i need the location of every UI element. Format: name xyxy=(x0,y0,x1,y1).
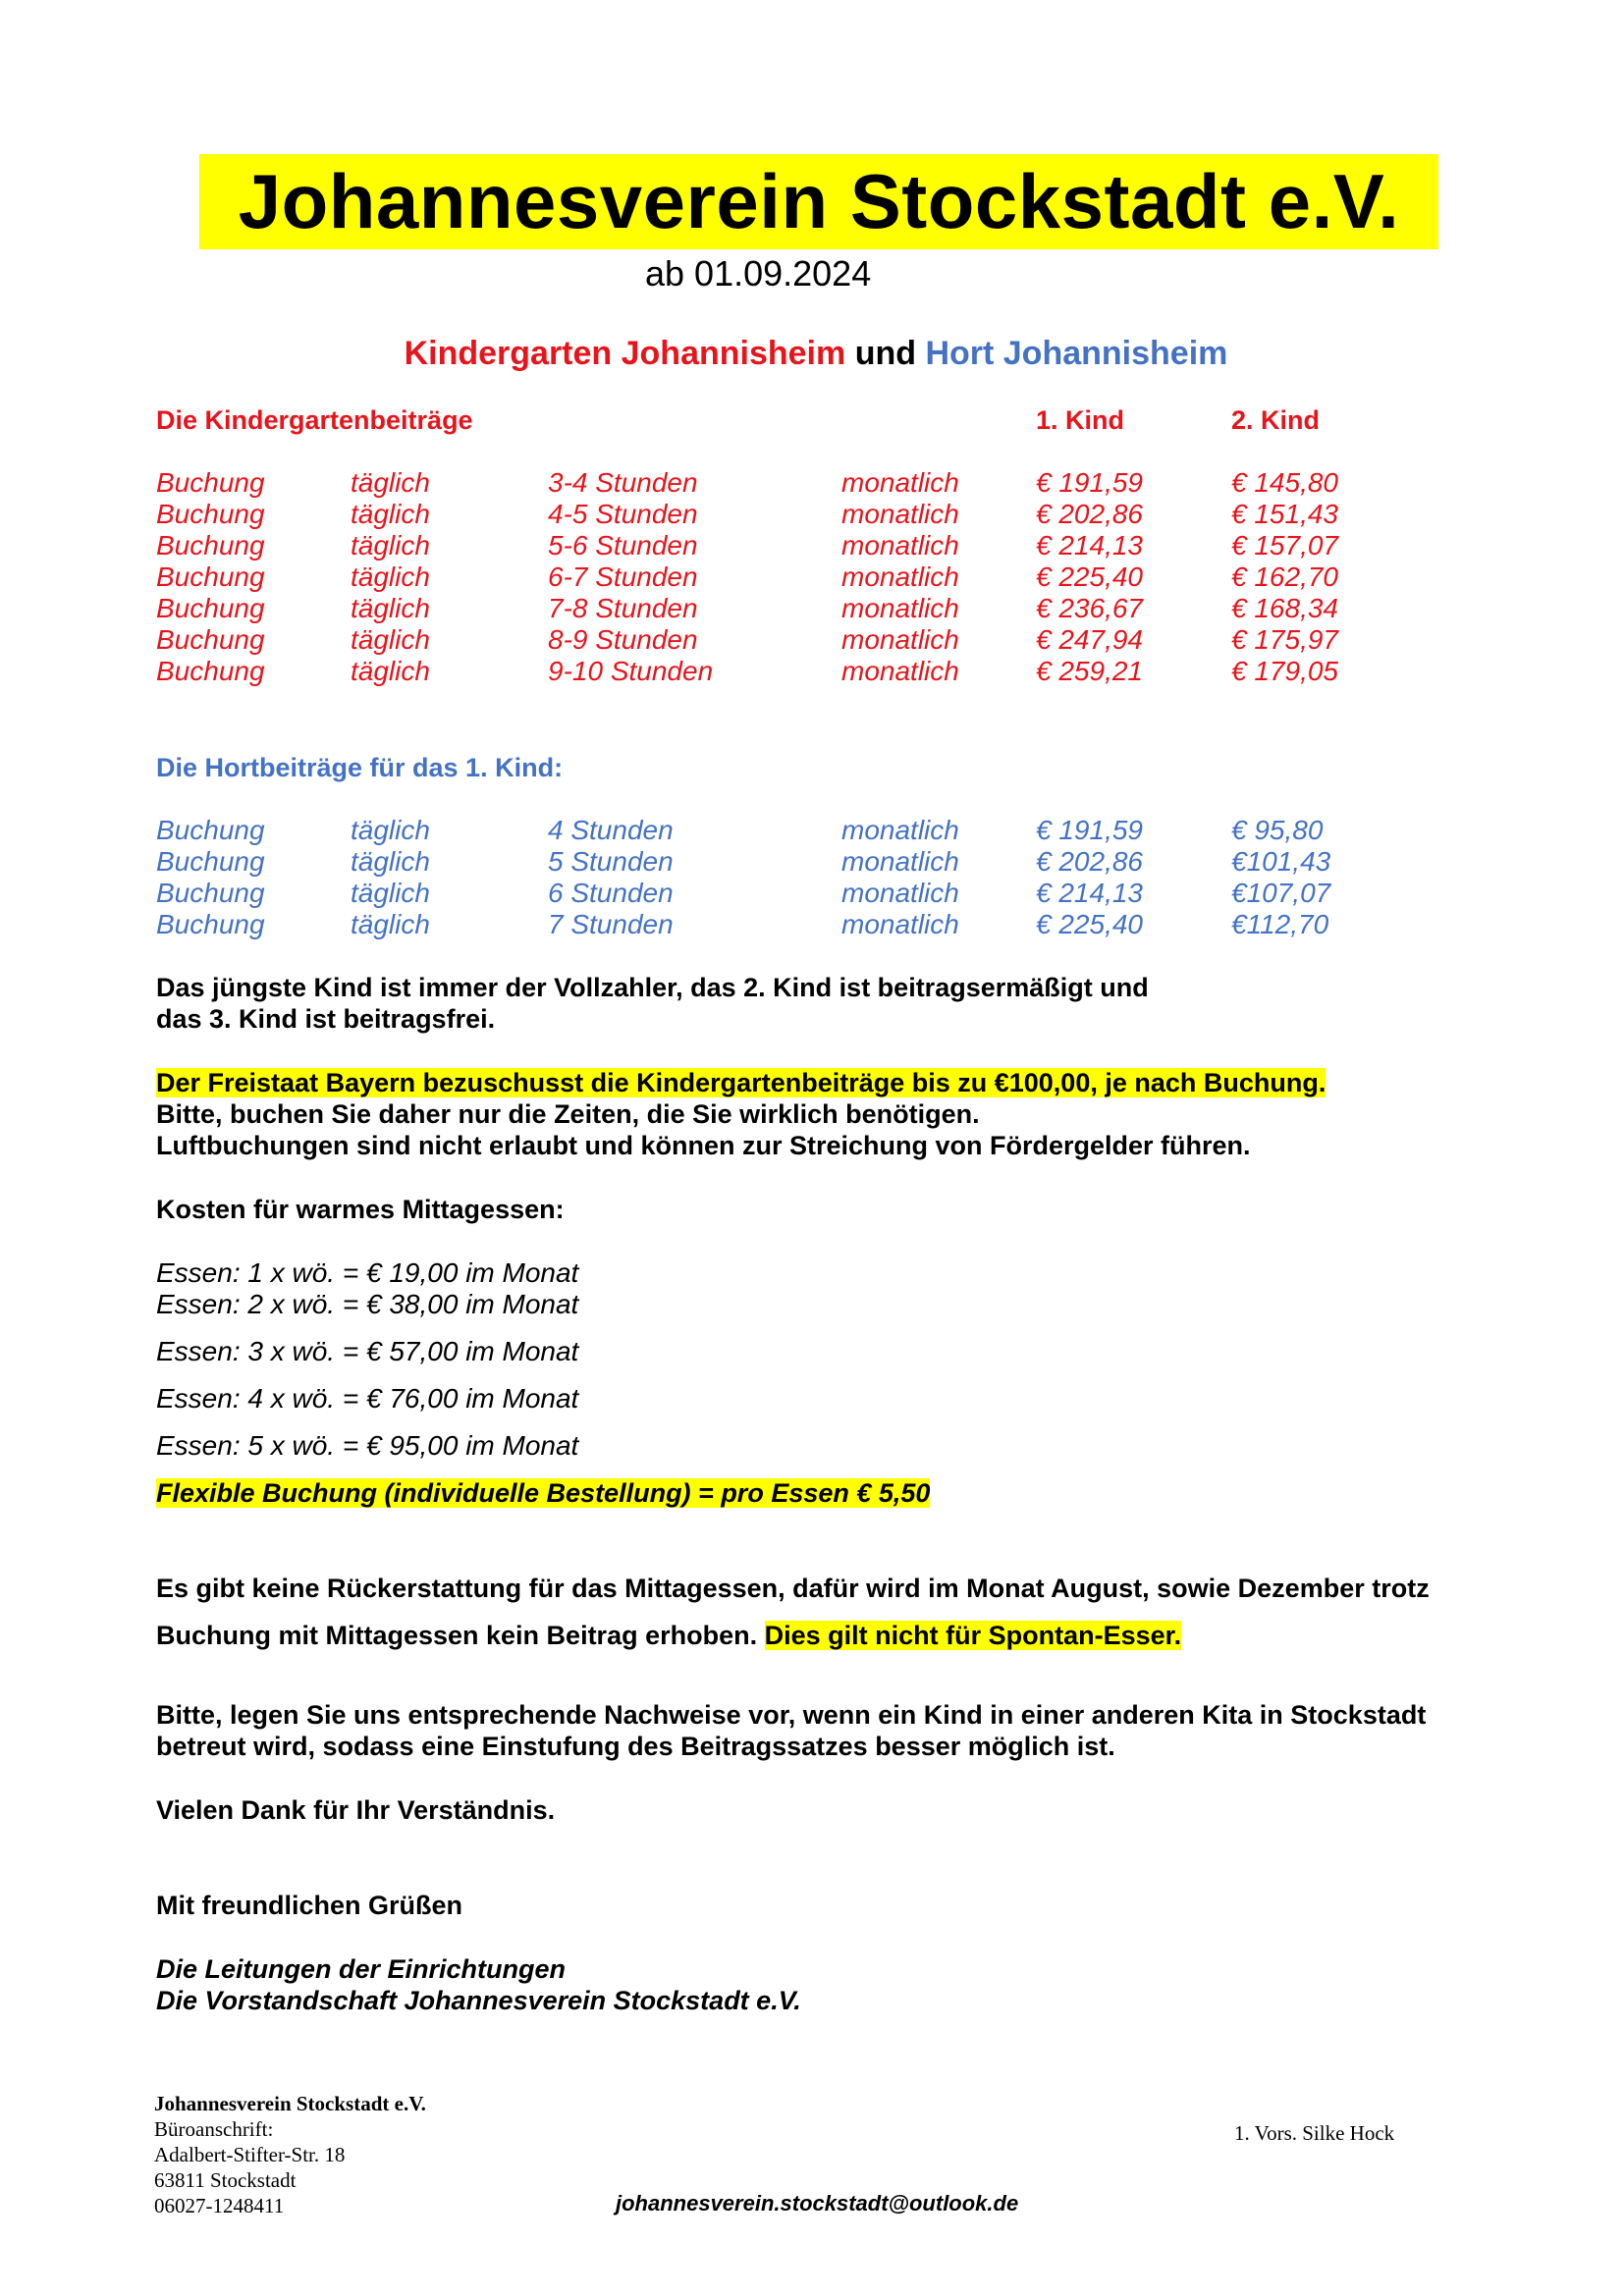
first-child-fee: € 202,86 xyxy=(1036,846,1143,877)
subsidy-highlight: Der Freistaat Bayern bezuschusst die Kindergartenbeiträge bis zu €100,00, je nach Buchung. xyxy=(156,1068,1326,1097)
first-child-fee: € 259,21 xyxy=(1036,656,1143,686)
meal-option: Essen: 3 x wö. = € 57,00 im Monat xyxy=(156,1336,579,1366)
hours-cell: 5 Stunden xyxy=(548,846,674,877)
refund-line1: Es gibt keine Rückerstattung für das Mittagessen, dafür wird im Monat August, sowie Dezember trotz xyxy=(156,1574,1430,1603)
second-child-fee: €101,43 xyxy=(1231,846,1331,877)
frequency-cell: täglich xyxy=(351,624,430,655)
subtitle-and: und xyxy=(854,335,916,372)
proof-line1: Bitte, legen Sie uns entsprechende Nachweise vor, wenn ein Kind in einer anderen Kita in Stockstadt xyxy=(156,1700,1427,1730)
second-child-fee: €107,07 xyxy=(1231,878,1331,908)
period-cell: monatlich xyxy=(841,593,959,623)
first-child-fee: € 214,13 xyxy=(1036,878,1143,908)
hours-cell: 4-5 Stunden xyxy=(548,499,698,529)
booking-cell: Buchung xyxy=(156,593,265,623)
kindergarten-row xyxy=(0,530,1624,561)
booking-cell: Buchung xyxy=(156,499,265,529)
signature-line1: Die Leitungen der Einrichtungen xyxy=(156,1954,567,1984)
period-cell: monatlich xyxy=(841,846,959,877)
subtitle-hort: Hort Johannisheim xyxy=(925,335,1228,372)
kindergarten-row xyxy=(0,656,1624,687)
frequency-cell: täglich xyxy=(351,561,430,592)
booking-cell: Buchung xyxy=(156,561,265,592)
booking-cell: Buchung xyxy=(156,656,265,686)
kindergarten-row xyxy=(0,593,1624,624)
page-title: Johannesverein Stockstadt e.V. xyxy=(199,154,1438,249)
proof-line2: betreut wird, sodass eine Einstufung des Beitragssatzes besser möglich ist. xyxy=(156,1732,1115,1761)
frequency-cell: täglich xyxy=(351,467,430,498)
flexible-meal xyxy=(156,1477,930,1509)
period-cell: monatlich xyxy=(841,499,959,529)
col-second-child: 2. Kind xyxy=(1231,405,1321,435)
booking-cell: Buchung xyxy=(156,467,265,498)
period-cell: monatlich xyxy=(841,909,959,939)
booking-cell: Buchung xyxy=(156,878,265,908)
booking-cell: Buchung xyxy=(156,815,265,845)
refund-highlight: Dies gilt nicht für Spontan-Esser. xyxy=(764,1621,1182,1650)
period-cell: monatlich xyxy=(841,656,959,686)
hours-cell: 7-8 Stunden xyxy=(548,593,698,623)
hours-cell: 5-6 Stunden xyxy=(548,530,698,561)
first-child-fee: € 247,94 xyxy=(1036,624,1143,655)
meal-option: Essen: 1 x wö. = € 19,00 im Monat xyxy=(156,1257,579,1288)
frequency-cell: täglich xyxy=(351,815,430,845)
booking-cell: Buchung xyxy=(156,846,265,877)
effective-date: ab 01.09.2024 xyxy=(645,253,872,294)
subtitle-kindergarten: Kindergarten Johannisheim xyxy=(404,335,846,372)
kindergarten-row xyxy=(0,624,1624,656)
frequency-cell: täglich xyxy=(351,499,430,529)
meal-option: Essen: 5 x wö. = € 95,00 im Monat xyxy=(156,1430,579,1461)
hours-cell: 6-7 Stunden xyxy=(548,561,698,592)
hort-row xyxy=(0,815,1624,846)
footer-chair: 1. Vors. Silke Hock xyxy=(1234,2121,1395,2145)
frequency-cell: täglich xyxy=(351,846,430,877)
hours-cell: 9-10 Stunden xyxy=(548,656,714,686)
hours-cell: 7 Stunden xyxy=(548,909,674,939)
footer-email-link[interactable]: johannesverein.stockstadt@outlook.de xyxy=(616,2191,1019,2216)
subsidy-note-line2: Bitte, buchen Sie daher nur die Zeiten, die Sie wirklich benötigen. xyxy=(156,1099,980,1129)
refund-line2 xyxy=(156,1620,1181,1651)
first-child-fee: € 236,67 xyxy=(1036,593,1143,623)
period-cell: monatlich xyxy=(841,815,959,845)
col-first-child: 1. Kind xyxy=(1036,405,1125,435)
booking-cell: Buchung xyxy=(156,909,265,939)
meal-option: Essen: 4 x wö. = € 76,00 im Monat xyxy=(156,1383,579,1414)
subsidy-note-line3: Luftbuchungen sind nicht erlaubt und können zur Streichung von Fördergelder führen. xyxy=(156,1131,1251,1160)
signature-line2: Die Vorstandschaft Johannesverein Stockstadt e.V. xyxy=(156,1986,801,2015)
frequency-cell: täglich xyxy=(351,656,430,686)
second-child-fee: € 175,97 xyxy=(1231,624,1338,655)
booking-cell: Buchung xyxy=(156,530,265,561)
sibling-note-line2: das 3. Kind ist beitragsfrei. xyxy=(156,1004,496,1034)
second-child-fee: € 168,34 xyxy=(1231,593,1338,623)
meals-heading: Kosten für warmes Mittagessen: xyxy=(156,1195,565,1224)
first-child-fee: € 214,13 xyxy=(1036,530,1143,561)
second-child-fee: € 162,70 xyxy=(1231,561,1338,592)
booking-cell: Buchung xyxy=(156,624,265,655)
hort-row xyxy=(0,878,1624,909)
hort-row xyxy=(0,909,1624,940)
hours-cell: 8-9 Stunden xyxy=(548,624,698,655)
kindergarten-row xyxy=(0,467,1624,499)
hours-cell: 6 Stunden xyxy=(548,878,674,908)
thanks: Vielen Dank für Ihr Verständnis. xyxy=(156,1795,556,1825)
hours-cell: 3-4 Stunden xyxy=(548,467,698,498)
first-child-fee: € 225,40 xyxy=(1036,561,1143,592)
first-child-fee: € 191,59 xyxy=(1036,467,1143,498)
frequency-cell: täglich xyxy=(351,593,430,623)
second-child-fee: € 151,43 xyxy=(1231,499,1338,529)
frequency-cell: täglich xyxy=(351,909,430,939)
period-cell: monatlich xyxy=(841,467,959,498)
footer-office-label: Büroanschrift: xyxy=(154,2117,274,2141)
footer-street: Adalbert-Stifter-Str. 18 xyxy=(154,2143,346,2166)
kindergarten-heading: Die Kindergartenbeiträge xyxy=(156,405,473,435)
footer-city: 63811 Stockstadt xyxy=(154,2168,297,2192)
refund-text: Buchung mit Mittagessen kein Beitrag erhoben. xyxy=(156,1621,758,1650)
subtitle xyxy=(0,333,1624,374)
first-child-fee: € 191,59 xyxy=(1036,815,1143,845)
period-cell: monatlich xyxy=(841,878,959,908)
flexible-meal-highlight: Flexible Buchung (individuelle Bestellung) = pro Essen € 5,50 xyxy=(156,1478,931,1508)
period-cell: monatlich xyxy=(841,561,959,592)
meal-option: Essen: 2 x wö. = € 38,00 im Monat xyxy=(156,1289,579,1319)
greeting: Mit freundlichen Grüßen xyxy=(156,1891,463,1920)
hort-heading: Die Hortbeiträge für das 1. Kind: xyxy=(156,753,564,782)
kindergarten-row xyxy=(0,561,1624,593)
period-cell: monatlich xyxy=(841,530,959,561)
hours-cell: 4 Stunden xyxy=(548,815,674,845)
second-child-fee: €112,70 xyxy=(1231,909,1329,939)
footer-org: Johannesverein Stockstadt e.V. xyxy=(154,2092,426,2115)
first-child-fee: € 202,86 xyxy=(1036,499,1143,529)
footer-phone: 06027-1248411 xyxy=(154,2194,285,2217)
second-child-fee: € 95,80 xyxy=(1231,815,1324,845)
kindergarten-row xyxy=(0,499,1624,530)
subsidy-note-line1 xyxy=(156,1067,1326,1098)
second-child-fee: € 157,07 xyxy=(1231,530,1338,561)
second-child-fee: € 179,05 xyxy=(1231,656,1338,686)
sibling-note-line1: Das jüngste Kind ist immer der Vollzahler, das 2. Kind ist beitragsermäßigt und xyxy=(156,973,1149,1002)
second-child-fee: € 145,80 xyxy=(1231,467,1338,498)
hort-row xyxy=(0,846,1624,878)
frequency-cell: täglich xyxy=(351,530,430,561)
first-child-fee: € 225,40 xyxy=(1036,909,1143,939)
frequency-cell: täglich xyxy=(351,878,430,908)
period-cell: monatlich xyxy=(841,624,959,655)
